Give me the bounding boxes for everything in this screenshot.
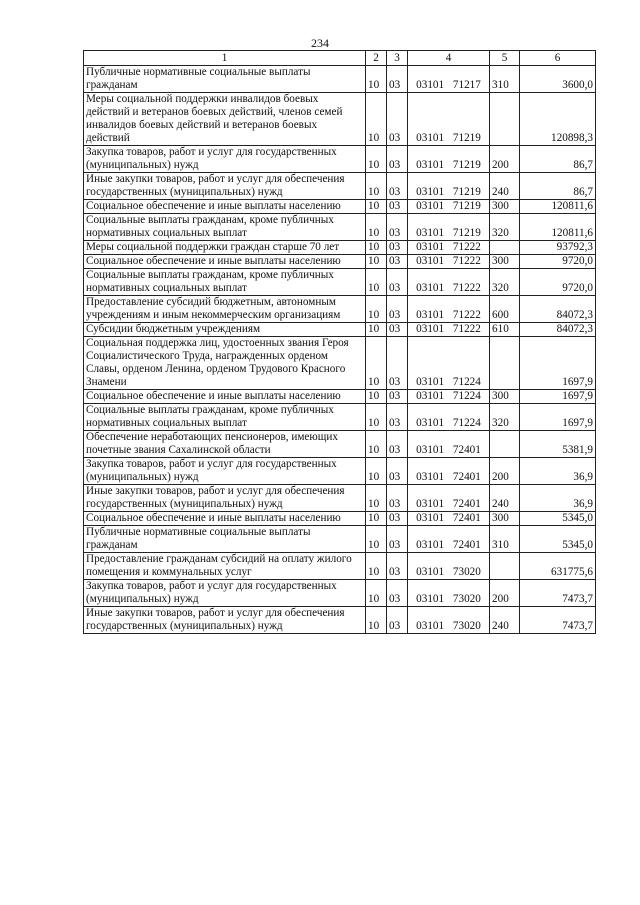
- row-sum-cell: 84072,3: [520, 323, 596, 337]
- row-subsection-cell: 03: [387, 553, 408, 580]
- row-sum-cell: 120898,3: [520, 93, 596, 146]
- row-subsection-cell: 03: [387, 458, 408, 485]
- table-row: [84, 269, 596, 296]
- row-expense-type-cell: 320: [490, 214, 520, 241]
- row-target-cell: 03101 71217: [408, 66, 490, 93]
- row-sum-cell: 86,7: [520, 146, 596, 173]
- row-section-cell: 10: [366, 200, 387, 214]
- row-subsection-cell: 03: [387, 200, 408, 214]
- row-name-cell: Предоставление субсидий бюджетным, автономным учреждениям и иным некоммерческим организациям: [84, 296, 366, 323]
- row-expense-type-cell: 300: [490, 512, 520, 526]
- row-section-cell: 10: [366, 146, 387, 173]
- row-sum-cell: 5381,9: [520, 431, 596, 458]
- row-expense-type-cell: 300: [490, 390, 520, 404]
- row-expense-type-cell: 200: [490, 146, 520, 173]
- row-target-cell: 03101 71219: [408, 214, 490, 241]
- row-expense-type-cell: 600: [490, 296, 520, 323]
- row-section-cell: 10: [366, 93, 387, 146]
- table-row: [84, 93, 596, 146]
- row-subsection-cell: 03: [387, 255, 408, 269]
- row-section-cell: 10: [366, 173, 387, 200]
- row-name-cell: Социальные выплаты гражданам, кроме публичных нормативных социальных выплат: [84, 404, 366, 431]
- row-name-cell: Иные закупки товаров, работ и услуг для обеспечения государственных (муниципальных) нужд: [84, 173, 366, 200]
- row-subsection-cell: 03: [387, 323, 408, 337]
- row-section-cell: 10: [366, 458, 387, 485]
- row-name-cell: Предоставление гражданам субсидий на оплату жилого помещения и коммунальных услуг: [84, 553, 366, 580]
- row-target-cell: 03101 73020: [408, 553, 490, 580]
- row-target-cell: 03101 73020: [408, 607, 490, 634]
- row-section-cell: 10: [366, 390, 387, 404]
- row-name-cell: Субсидии бюджетным учреждениям: [84, 323, 366, 337]
- row-section-cell: 10: [366, 580, 387, 607]
- header-cell: 5: [490, 51, 520, 66]
- row-target-cell: 03101 71224: [408, 390, 490, 404]
- table-row: [84, 431, 596, 458]
- row-subsection-cell: 03: [387, 214, 408, 241]
- row-target-cell: 03101 72401: [408, 485, 490, 512]
- row-expense-type-cell: [490, 241, 520, 255]
- row-name-cell: Публичные нормативные социальные выплаты гражданам: [84, 526, 366, 553]
- row-target-cell: 03101 71222: [408, 241, 490, 255]
- row-section-cell: 10: [366, 404, 387, 431]
- row-section-cell: 10: [366, 337, 387, 390]
- row-name-cell: Обеспечение неработающих пенсионеров, имеющих почетные звания Сахалинской области: [84, 431, 366, 458]
- header-cell: 3: [387, 51, 408, 66]
- row-sum-cell: 7473,7: [520, 607, 596, 634]
- row-subsection-cell: 03: [387, 93, 408, 146]
- row-subsection-cell: 03: [387, 431, 408, 458]
- row-expense-type-cell: 300: [490, 255, 520, 269]
- row-expense-type-cell: 240: [490, 607, 520, 634]
- row-target-cell: 03101 71222: [408, 296, 490, 323]
- row-subsection-cell: 03: [387, 296, 408, 323]
- row-name-cell: Социальные выплаты гражданам, кроме публичных нормативных социальных выплат: [84, 269, 366, 296]
- header-cell: 1: [84, 51, 366, 66]
- row-sum-cell: 36,9: [520, 485, 596, 512]
- row-section-cell: 10: [366, 607, 387, 634]
- row-subsection-cell: 03: [387, 580, 408, 607]
- row-section-cell: 10: [366, 255, 387, 269]
- row-subsection-cell: 03: [387, 173, 408, 200]
- table-row: [84, 553, 596, 580]
- row-subsection-cell: 03: [387, 512, 408, 526]
- row-target-cell: 03101 71224: [408, 404, 490, 431]
- table-row: [84, 458, 596, 485]
- table-row: [84, 173, 596, 200]
- row-target-cell: 03101 71222: [408, 255, 490, 269]
- row-expense-type-cell: 240: [490, 173, 520, 200]
- row-subsection-cell: 03: [387, 526, 408, 553]
- row-expense-type-cell: 200: [490, 580, 520, 607]
- row-expense-type-cell: 200: [490, 458, 520, 485]
- row-expense-type-cell: 310: [490, 66, 520, 93]
- row-name-cell: Закупка товаров, работ и услуг для государственных (муниципальных) нужд: [84, 458, 366, 485]
- row-name-cell: Меры социальной поддержки инвалидов боевых действий и ветеранов боевых действий, членов семей инвалидов боевых действий и ветеранов боевых действий: [84, 93, 366, 146]
- row-target-cell: 03101 72401: [408, 512, 490, 526]
- table-row: [84, 512, 596, 526]
- row-expense-type-cell: 320: [490, 404, 520, 431]
- row-target-cell: 03101 72401: [408, 431, 490, 458]
- row-name-cell: Социальное обеспечение и иные выплаты населению: [84, 200, 366, 214]
- row-subsection-cell: 03: [387, 337, 408, 390]
- table-body: [84, 66, 596, 634]
- row-sum-cell: 36,9: [520, 458, 596, 485]
- row-section-cell: 10: [366, 66, 387, 93]
- row-expense-type-cell: 240: [490, 485, 520, 512]
- row-target-cell: 03101 71219: [408, 93, 490, 146]
- row-subsection-cell: 03: [387, 485, 408, 512]
- row-sum-cell: 120811,6: [520, 200, 596, 214]
- header-cell: 2: [366, 51, 387, 66]
- row-section-cell: 10: [366, 526, 387, 553]
- budget-table: [83, 50, 596, 634]
- row-expense-type-cell: 320: [490, 269, 520, 296]
- row-subsection-cell: 03: [387, 404, 408, 431]
- row-section-cell: 10: [366, 214, 387, 241]
- row-section-cell: 10: [366, 241, 387, 255]
- table-row: [84, 296, 596, 323]
- row-sum-cell: 1697,9: [520, 404, 596, 431]
- table-row: [84, 255, 596, 269]
- row-name-cell: Социальное обеспечение и иные выплаты населению: [84, 390, 366, 404]
- row-sum-cell: 84072,3: [520, 296, 596, 323]
- row-name-cell: Закупка товаров, работ и услуг для государственных (муниципальных) нужд: [84, 580, 366, 607]
- row-name-cell: Социальное обеспечение и иные выплаты населению: [84, 512, 366, 526]
- row-name-cell: Социальные выплаты гражданам, кроме публичных нормативных социальных выплат: [84, 214, 366, 241]
- page-number: 234: [311, 36, 329, 50]
- row-sum-cell: 93792,3: [520, 241, 596, 255]
- row-name-cell: Закупка товаров, работ и услуг для государственных (муниципальных) нужд: [84, 146, 366, 173]
- table-row: [84, 200, 596, 214]
- row-target-cell: 03101 71219: [408, 146, 490, 173]
- row-sum-cell: 3600,0: [520, 66, 596, 93]
- table-row: [84, 214, 596, 241]
- row-subsection-cell: 03: [387, 607, 408, 634]
- row-target-cell: 03101 71224: [408, 337, 490, 390]
- row-section-cell: 10: [366, 512, 387, 526]
- row-name-cell: Социальное обеспечение и иные выплаты населению: [84, 255, 366, 269]
- table-row: [84, 390, 596, 404]
- table-row: [84, 146, 596, 173]
- row-expense-type-cell: [490, 93, 520, 146]
- row-section-cell: 10: [366, 553, 387, 580]
- row-section-cell: 10: [366, 485, 387, 512]
- table-row: [84, 337, 596, 390]
- row-sum-cell: 1697,9: [520, 337, 596, 390]
- row-expense-type-cell: 300: [490, 200, 520, 214]
- row-target-cell: 03101 72401: [408, 526, 490, 553]
- row-subsection-cell: 03: [387, 66, 408, 93]
- table-row: [84, 404, 596, 431]
- row-subsection-cell: 03: [387, 390, 408, 404]
- table-row: [84, 526, 596, 553]
- row-sum-cell: 9720,0: [520, 255, 596, 269]
- row-target-cell: 03101 71219: [408, 200, 490, 214]
- row-sum-cell: 631775,6: [520, 553, 596, 580]
- row-name-cell: Иные закупки товаров, работ и услуг для обеспечения государственных (муниципальных) нужд: [84, 607, 366, 634]
- row-sum-cell: 9720,0: [520, 269, 596, 296]
- row-sum-cell: 7473,7: [520, 580, 596, 607]
- row-section-cell: 10: [366, 431, 387, 458]
- row-section-cell: 10: [366, 296, 387, 323]
- row-expense-type-cell: [490, 431, 520, 458]
- row-expense-type-cell: 610: [490, 323, 520, 337]
- header-cell: 6: [520, 51, 596, 66]
- row-expense-type-cell: [490, 337, 520, 390]
- table-row: [84, 485, 596, 512]
- row-target-cell: 03101 73020: [408, 580, 490, 607]
- row-sum-cell: 86,7: [520, 173, 596, 200]
- table-row: [84, 66, 596, 93]
- row-subsection-cell: 03: [387, 269, 408, 296]
- row-name-cell: Меры социальной поддержки граждан старше 70 лет: [84, 241, 366, 255]
- row-target-cell: 03101 72401: [408, 458, 490, 485]
- row-subsection-cell: 03: [387, 241, 408, 255]
- row-target-cell: 03101 71222: [408, 269, 490, 296]
- row-section-cell: 10: [366, 323, 387, 337]
- header-cell: 4: [408, 51, 490, 66]
- row-sum-cell: 1697,9: [520, 390, 596, 404]
- row-sum-cell: 5345,0: [520, 512, 596, 526]
- row-subsection-cell: 03: [387, 146, 408, 173]
- row-sum-cell: 5345,0: [520, 526, 596, 553]
- table-row: [84, 241, 596, 255]
- table-header-row: [84, 51, 596, 66]
- row-sum-cell: 120811,6: [520, 214, 596, 241]
- row-name-cell: Социальная поддержка лиц, удостоенных звания Героя Социалистического Труда, награжденных орденом Славы, орденом Ленина, орденом Трудового Красного Знамени: [84, 337, 366, 390]
- table-row: [84, 580, 596, 607]
- row-target-cell: 03101 71219: [408, 173, 490, 200]
- row-name-cell: Иные закупки товаров, работ и услуг для обеспечения государственных (муниципальных) нужд: [84, 485, 366, 512]
- row-target-cell: 03101 71222: [408, 323, 490, 337]
- row-name-cell: Публичные нормативные социальные выплаты гражданам: [84, 66, 366, 93]
- table-row: [84, 607, 596, 634]
- row-expense-type-cell: 310: [490, 526, 520, 553]
- table-row: [84, 323, 596, 337]
- row-expense-type-cell: [490, 553, 520, 580]
- row-section-cell: 10: [366, 269, 387, 296]
